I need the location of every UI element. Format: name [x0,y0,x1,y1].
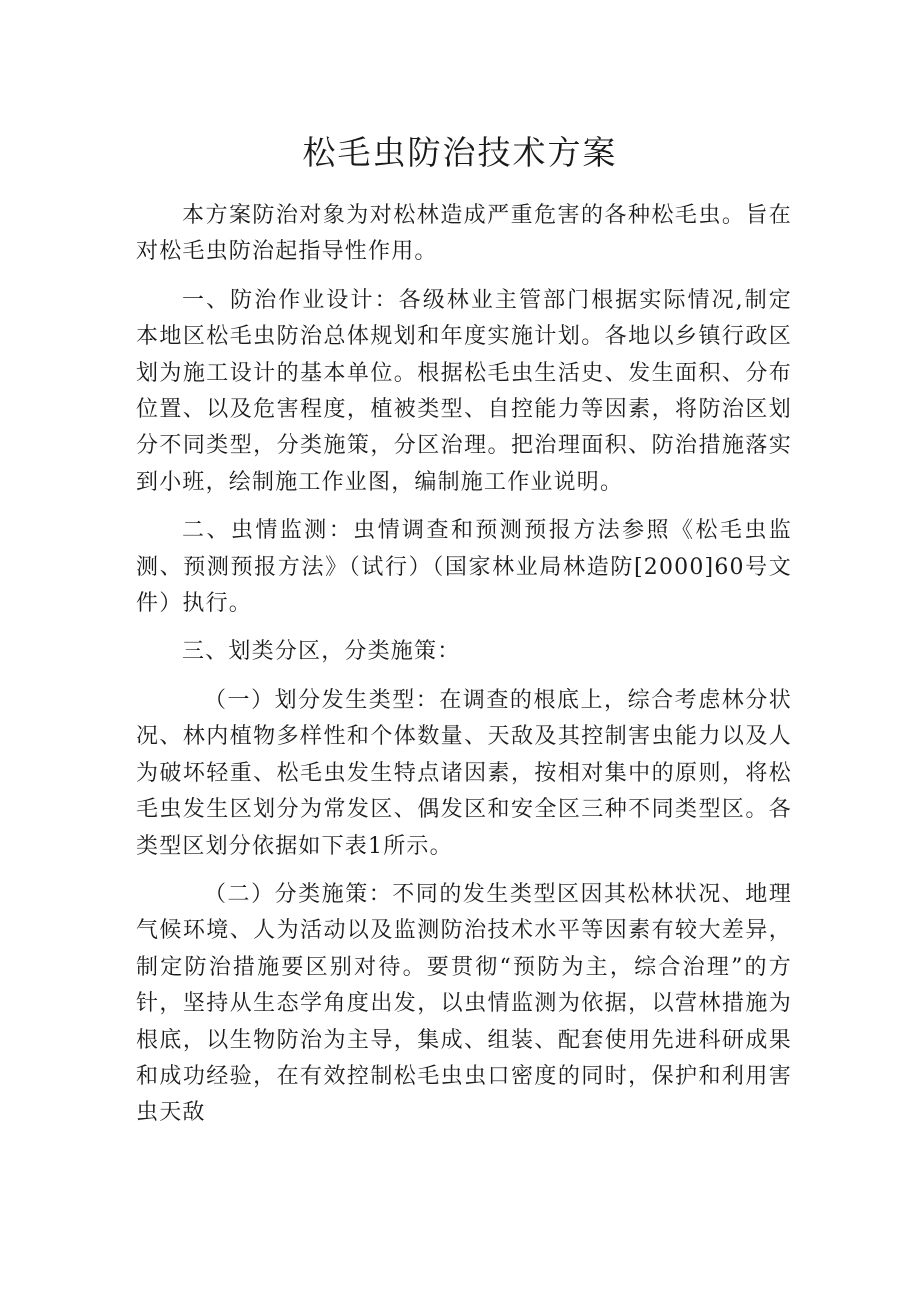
section-2-monitoring-paragraph: 二、虫情监测：虫情调查和预测预报方法参照《松毛虫监测、预测预报方法》（试行）（国家林业局林造防[2000]60号文件）执行。 [136,518,792,617]
intro-paragraph: 本方案防治对象为对松林造成严重危害的各种松毛虫。旨在对松毛虫防治起指导性作用。 [136,203,792,265]
subsection-2-paragraph: （二）分类施策：不同的发生类型区因其松林状况、地理气候环境、人为活动以及监测防治技术水平等因素有较大差异，制定防治措施要区别对待。要贯彻“预防为主，综合治理”的方针，坚持从生态学角度出发，以虫情监测为依据，以营林措施为根底，以生物防治为主导，集成、组装、配套使用先进科研成果和成功经验，在有效控制松毛虫虫口密度的同时，保护和利用害虫天敌 [136,881,792,1126]
section-3-heading: 三、划类分区，分类施策： [182,639,461,665]
document-title: 松毛虫防治技术方案 [302,133,618,172]
section-1-design-paragraph: 一、防治作业设计：各级林业主管部门根据实际情况,制定本地区松毛虫防治总体规划和年度实施计划。各地以乡镇行政区划为施工设计的基本单位。根据松毛虫生活史、发生面积、分布位置、以及危害程度，植被类型、自控能力等因素，将防治区划分不同类型，分类施策，分区治理。把治理面积、防治措施落实到小班，绘制施工作业图，编制施工作业说明。 [136,287,792,495]
document-body [136,198,792,1144]
subsection-1-paragraph: （一）划分发生类型：在调查的根底上，综合考虑林分状况、林内植物多样性和个体数量、天敌及其控制害虫能力以及人为破坏轻重、松毛虫发生特点诸因素，按相对集中的原则，将松毛虫发生区划分为常发区、偶发区和安全区三种不同类型区。各类型区划分依据如下表1所示。 [136,687,792,859]
